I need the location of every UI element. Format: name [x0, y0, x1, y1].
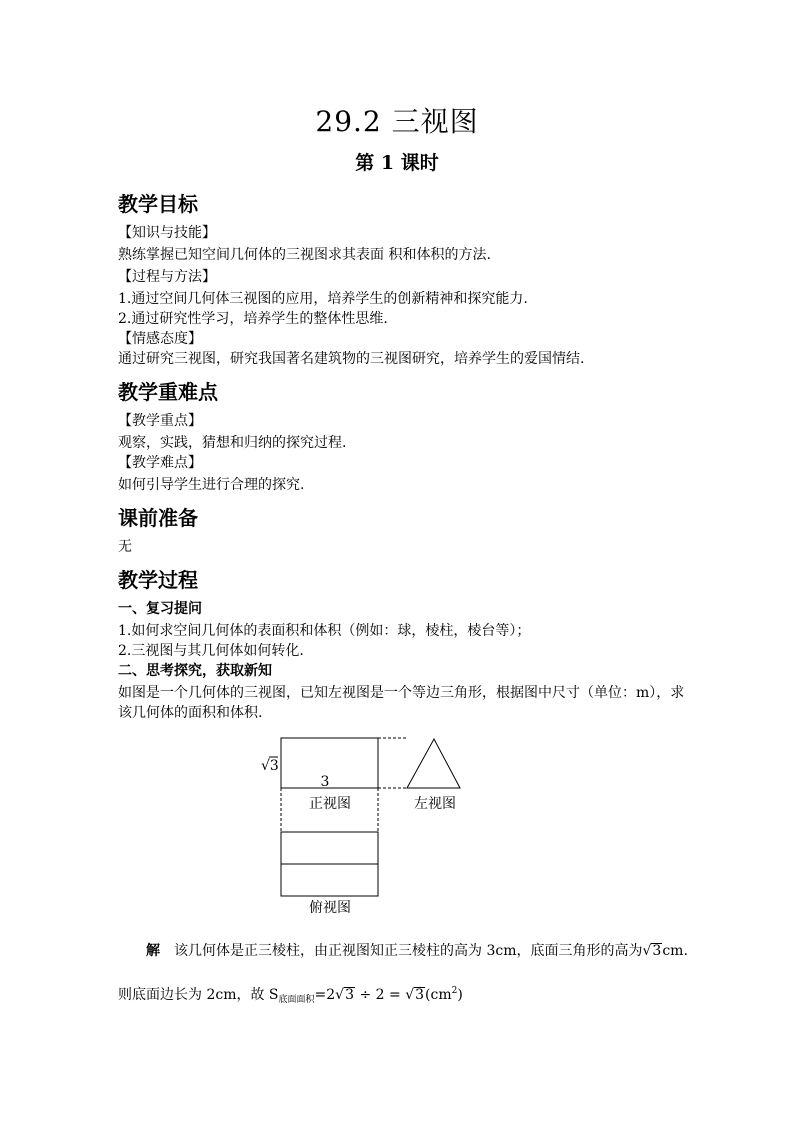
solution-text-1: 该几何体是正三棱柱，由正视图知正三棱柱的高为 3cm，底面三角形的高为 [174, 943, 643, 959]
solution-superscript: 2 [451, 986, 458, 996]
text-knowledge: 熟练掌握已知空间几何体的三视图求其表面 积和体积的方法. [118, 247, 491, 263]
page-subtitle: 第 1 课时 [355, 152, 439, 174]
tag-knowledge: 【知识与技能】 [118, 225, 216, 241]
tag-process-method: 【过程与方法】 [118, 269, 216, 285]
solution-eq-2: ÷ 2 = [355, 987, 406, 1003]
label-front-view: 正视图 [309, 796, 351, 812]
text-problem-2: 该几何体的面积和体积. [118, 705, 263, 721]
solution-unit-1: cm. [662, 943, 688, 959]
label-top-view: 俯视图 [309, 900, 351, 916]
solution-radicand-3: 3 [415, 987, 425, 1003]
solution-keyword: 解 [146, 943, 160, 959]
left-view-triangle [407, 739, 460, 788]
text-problem-1: 如图是一个几何体的三视图，已知左视图是一个等边三角形，根据图中尺寸（单位：m），求 [118, 685, 685, 701]
solution-line-2: 则底面边长为 2cm，故 $S_{底面面积}=2√3 \div 2 = √3(cm^2)$ [118, 986, 463, 1005]
label-width: 3 [320, 774, 330, 790]
subheading-explore: 二、思考探究，获取新知 [118, 663, 272, 679]
text-focus: 观察，实践，猜想和归纳的探究过程. [118, 435, 347, 451]
solution-subscript: 底面面积 [278, 995, 315, 1005]
front-view-rect [281, 738, 378, 788]
text-attitude: 通过研究三视图，研究我国著名建筑物的三视图研究，培养学生的爱国情结. [118, 351, 585, 367]
label-left-view: 左视图 [414, 796, 456, 812]
text-difficulty: 如何引导学生进行合理的探究. [118, 477, 305, 493]
tag-attitude: 【情感态度】 [118, 331, 202, 347]
heading-objectives: 教学目标 [118, 192, 198, 216]
solution-text-2: 则底面边长为 2cm，故 S [118, 987, 279, 1003]
three-view-figure [250, 728, 480, 920]
solution-radicand-1: 3 [652, 943, 662, 959]
tag-difficulty: 【教学难点】 [118, 455, 202, 471]
heading-keypoints: 教学重难点 [118, 380, 218, 404]
subheading-review: 一、复习提问 [118, 601, 202, 617]
solution-line-1: 解 该几何体是正三棱柱，由正视图知正三棱柱的高为 3cm，底面三角形的高为√3cm. [146, 943, 688, 959]
heading-process: 教学过程 [118, 568, 198, 592]
text-review-1: 1.如何求空间几何体的表面积和体积（例如：球，棱柱，棱台等）； [118, 623, 531, 639]
text-process-2: 2.通过研究性学习，培养学生的整体性思维. [118, 311, 388, 327]
tag-focus: 【教学重点】 [118, 413, 202, 429]
solution-radicand-2: 3 [345, 987, 355, 1003]
solution-unit-2: (cm [425, 987, 452, 1003]
text-review-2: 2.三视图与其几何体如何转化. [118, 643, 304, 659]
text-prep: 无 [118, 539, 132, 555]
solution-close: ) [457, 987, 463, 1003]
text-process-1: 1.通过空间几何体三视图的应用，培养学生的创新精神和探究能力. [118, 291, 528, 307]
page-title: 29.2 三视图 [315, 105, 479, 138]
heading-prep: 课前准备 [118, 506, 198, 530]
solution-eq-1: =2 [314, 987, 336, 1003]
label-height: √3 [261, 758, 279, 774]
